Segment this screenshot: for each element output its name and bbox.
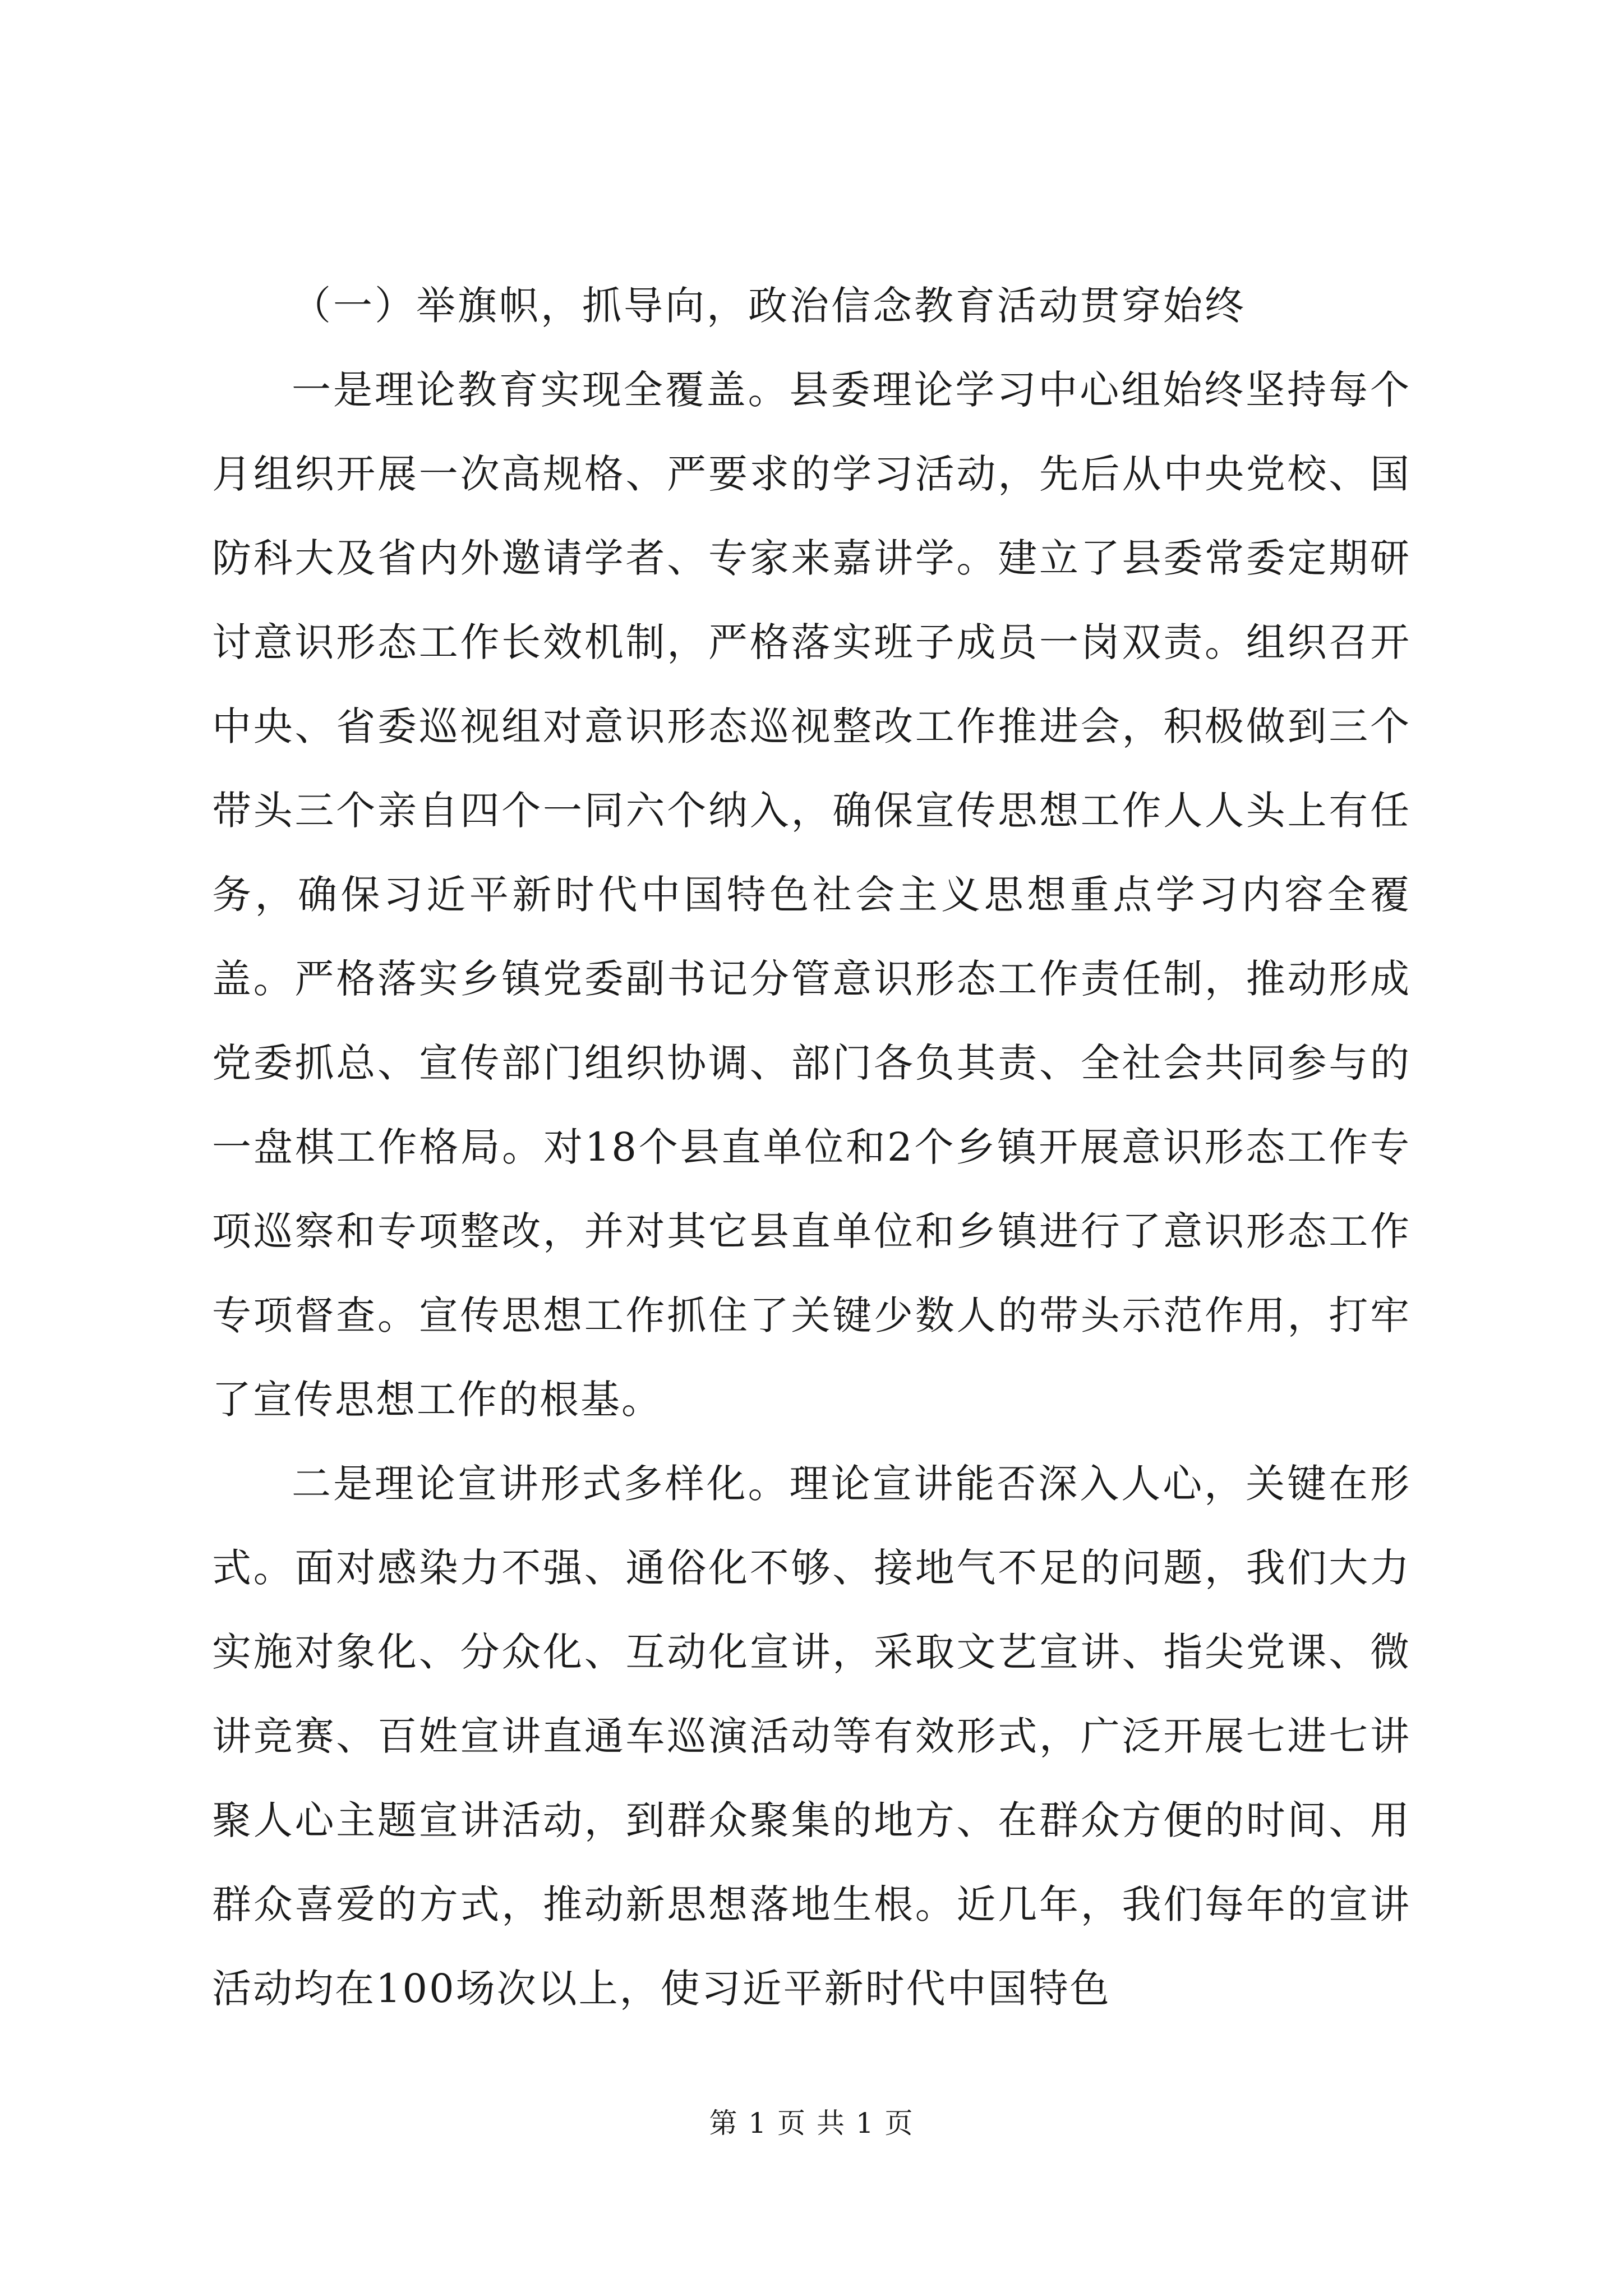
- section-heading: （一）举旗帜，抓导向，政治信念教育活动贯穿始终: [292, 283, 1246, 329]
- page-footer: 第 1 页 共 1 页: [709, 2107, 914, 2139]
- paragraph-theory-education: 一是理论教育实现全覆盖。县委理论学习中心组始终坚持每个月组织开展一次高规格、严要求的学习活动，先后从中央党校、国防科大及省内外邀请学者、专家来嘉讲学。建立了县委常委定期研讨意识形态工作长效机制，严格落实班子成员一岗双责。组织召开中央、省委巡视组对意识形态巡视整改工作推进会，积极做到三个带头三个亲自四个一同六个纳入，确保宣传思想工作人人头上有任务，确保习近平新时代中国特色社会主义思想重点学习内容全覆盖。严格落实乡镇党委副书记分管意识形态工作责任制，推动形成党委抓总、宣传部门组织协调、部门各负其责、全社会共同参与的一盘棋工作格局。对18个县直单位和2个乡镇开展意识形态工作专项巡察和专项整改，并对其它县直单位和乡镇进行了意识形态工作专项督查。宣传思想工作抓住了关键少数人的带头示范作用，打牢了宣传思想工作的根基。: [212, 367, 1411, 1423]
- paragraph-theory-lectures: 二是理论宣讲形式多样化。理论宣讲能否深入人心，关键在形式。面对感染力不强、通俗化不够、接地气不足的问题，我们大力实施对象化、分众化、互动化宣讲，采取文艺宣讲、指尖党课、微讲竞赛、百姓宣讲直通车巡演活动等有效形式，广泛开展七进七讲聚人心主题宣讲活动，到群众聚集的地方、在群众方便的时间、用群众喜爱的方式，推动新思想落地生根。近几年，我们每年的宣讲活动均在100场次以上，使习近平新时代中国特色: [212, 1461, 1411, 2012]
- document-body: [212, 264, 1411, 2031]
